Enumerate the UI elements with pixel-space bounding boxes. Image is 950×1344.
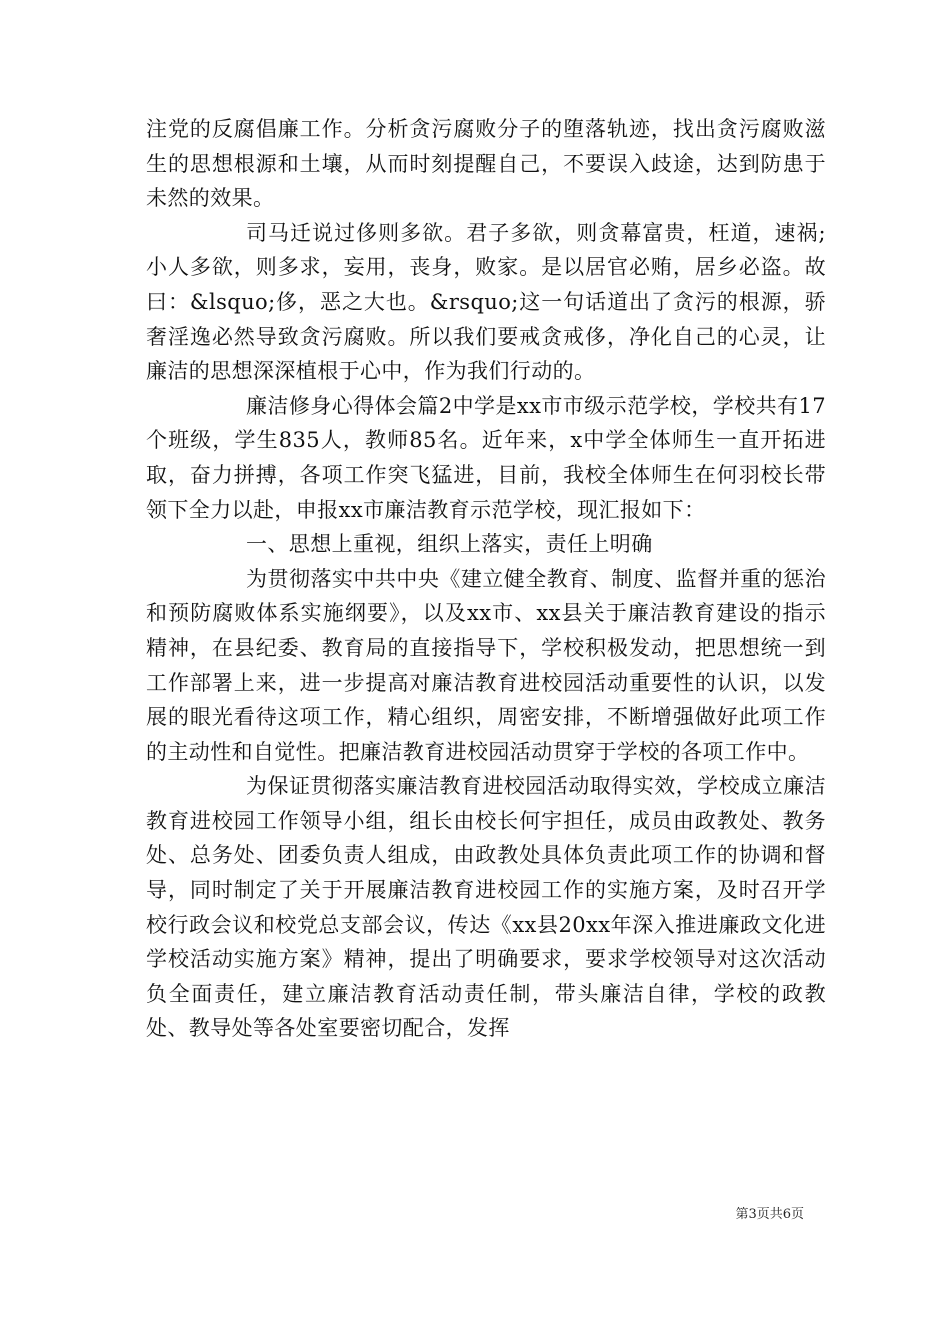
paragraph-3: 廉洁修身心得体会篇2中学是xx市市级示范学校，学校共有17个班级，学生835人，教师85名。近年来，x中学全体师生一直开拓进取，奋力拼搏，各项工作突飞猛进，目前，我校全体师生在何羽校长带领下全力以赴，申报xx市廉洁教育示范学校，现汇报如下：: [146, 393, 826, 522]
paragraph-1: 注党的反腐倡廉工作。分析贪污腐败分子的堕落轨迹，找出贪污腐败滋生的思想根源和土壤，从而时刻提醒自己，不要误入歧途，达到防患于未然的效果。: [146, 117, 826, 211]
section-heading: 一、思想上重视，组织上落实，责任上明确: [246, 532, 653, 557]
paragraph-4: 为贯彻落实中共中央《建立健全教育、制度、监督并重的惩治和预防腐败体系实施纲要》，以及xx市、xx县关于廉洁教育建设的指示精神，在县纪委、教育局的直接指导下，学校积极发动，把思想统一到工作部署上来，进一步提高对廉洁教育进校园活动重要性的认识，以发展的眼光看待这项工作，精心组织，周密安排，不断增强做好此项工作的主动性和自觉性。把廉洁教育进校园活动贯穿于学校的各项工作中。: [146, 566, 826, 764]
page-number-footer: 第3页共6页: [735, 1207, 804, 1222]
paragraph-5: 为保证贯彻落实廉洁教育进校园活动取得实效，学校成立廉洁教育进校园工作领导小组，组长由校长何宇担任，成员由政教处、教务处、总务处、团委负责人组成，由政教处具体负责此项工作的协调和督导，同时制定了关于开展廉洁教育进校园工作的实施方案，及时召开学校行政会议和校党总支部会议，传达《xx县20xx年深入推进廉政文化进学校活动实施方案》精神，提出了明确要求，要求学校领导对这次活动负全面责任，建立廉洁教育活动责任制，带头廉洁自律，学校的政教处、教导处等各处室要密切配合，发挥: [146, 774, 826, 1041]
document-body: [146, 112, 826, 1046]
paragraph-2: 司马迁说过侈则多欲。君子多欲，则贪幕富贵，枉道，速祸;小人多欲，则多求，妄用，丧身，败家。是以居官必贿，居乡必盗。故曰：&lsquo;侈，恶之大也。&rsquo;这一句话道出了贪污的根源，骄奢淫逸必然导致贪污腐败。所以我们要戒贪戒侈，净化自己的心灵，让廉洁的思想深深植根于心中，作为我们行动的。: [146, 220, 826, 384]
